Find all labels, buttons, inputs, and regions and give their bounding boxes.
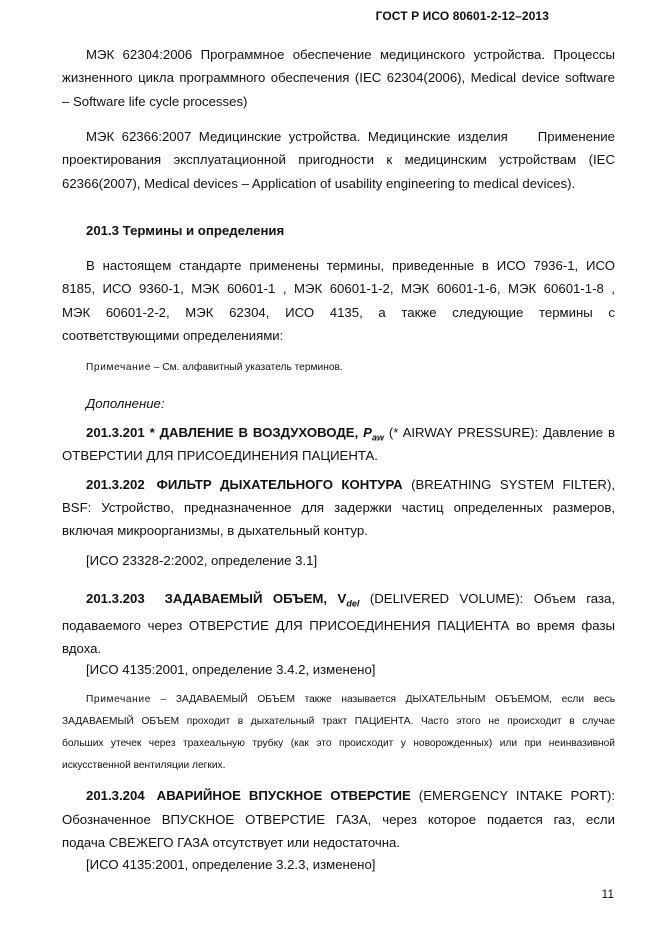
term-201-3-204-line2: Обозначенное ВПУСКНОЕ ОТВЕРСТИЕ ГАЗА, через которое подается газ, если xyxy=(62,812,615,827)
page-number: 11 xyxy=(601,887,614,901)
term-symbol-subscript: del xyxy=(346,598,360,609)
term-number: 201.3.202 xyxy=(86,477,145,492)
term-201-3-202-line2: BSF: Устройство, предназначенное для задержки частиц определенных размеров, xyxy=(62,500,615,515)
term-title: АВАРИЙНОЕ ВПУСКНОЕ ОТВЕРСТИЕ xyxy=(156,788,411,803)
section-intro-line1: В настоящем стандарте применены термины, приведенные в ИСО 7936-1, ИСО xyxy=(86,258,615,273)
reference-iec-62366-line2: проектирования эксплуатационной пригодности к медицинским устройствам (IEC xyxy=(62,152,615,167)
section-intro-line2: 8185, ИСО 9360-1, МЭК 60601-1 , МЭК 60601-1-2, МЭК 60601-1-6, МЭК 60601-1-8 , xyxy=(62,281,615,296)
term-201-3-203-line2: подаваемого через ОТВЕРСТИЕ ДЛЯ ПРИСОЕДИНЕНИЯ ПАЦИЕНТА во время фазы xyxy=(62,618,615,633)
addition-label: Дополнение: xyxy=(86,396,165,411)
reference-iec-62304-line2: жизненного цикла программного обеспечения (IEC 62304(2006), Medical device software xyxy=(62,70,615,85)
term-title: * ДАВЛЕНИЕ В ВОЗДУХОВОДЕ, xyxy=(144,425,364,440)
term-symbol-subscript: aw xyxy=(371,432,384,443)
note-delivered-volume-line3: больших утечек через трахеальную трубку (как это происходит у новорожденных) или при неинвазивной xyxy=(62,738,615,749)
section-intro-line3: МЭК 60601-2-2, МЭК 62304, ИСО 4135, а также следующие термины с xyxy=(62,305,615,320)
note-delivered-volume-line4: искусственной вентиляции легких. xyxy=(62,760,226,771)
note-delivered-volume-line2: ЗАДАВАЕМЫЙ ОБЪЕМ проходит в дыхательный тракт ПАЦИЕНТА. Часто этого не происходит в случае xyxy=(62,716,615,727)
term-201-3-201: 201.3.201 * ДАВЛЕНИЕ В ВОЗДУХОВОДЕ, $P_{aw}$ (* AIRWAY PRESSURE): Давление в xyxy=(86,425,615,443)
term-201-3-201-line2: ОТВЕРСТИИ ДЛЯ ПРИСОЕДИНЕНИЯ ПАЦИЕНТА. xyxy=(62,448,378,463)
document-header: ГОСТ Р ИСО 80601-2-12–2013 xyxy=(375,9,549,23)
note-terms-index: Примечание – См. алфавитный указатель терминов. xyxy=(86,362,343,373)
term-201-3-202: 201.3.202 ФИЛЬТР ДЫХАТЕЛЬНОГО КОНТУРА (BREATHING SYSTEM FILTER), xyxy=(86,477,616,492)
note-label: Примечание xyxy=(86,362,151,373)
term-201-3-203: 201.3.203 ЗАДАВАЕМЫЙ ОБЪЕМ, $V_{del}$ (DELIVERED VOLUME): Объем газа, xyxy=(86,591,615,609)
term-201-3-202-line3: включая микроорганизмы, в дыхательный контур. xyxy=(62,523,368,538)
term-201-3-203-line3: вдоха. xyxy=(62,641,102,656)
term-201-3-204-reference: [ИСО 4135:2001, определение 3.2.3, изменено] xyxy=(86,857,376,872)
term-201-3-204: 201.3.204 АВАРИЙНОЕ ВПУСКНОЕ ОТВЕРСТИЕ (EMERGENCY INTAKE PORT): xyxy=(86,788,615,803)
term-number: 201.3.201 xyxy=(86,425,145,440)
term-title: ФИЛЬТР ДЫХАТЕЛЬНОГО КОНТУРА xyxy=(156,477,403,492)
reference-iec-62366: МЭК 62366:2007 Медицинские устройства. Медицинские изделия Применение xyxy=(86,129,615,144)
section-intro-line4: соответствующими определениями: xyxy=(62,328,284,343)
term-201-3-204-line3: подача СВЕЖЕГО ГАЗА отсутствует или недостаточна. xyxy=(62,835,401,850)
reference-iec-62304: МЭК 62304:2006 Программное обеспечение медицинского устройства. Процессы xyxy=(86,47,615,62)
term-201-3-202-reference: [ИСО 23328-2:2002, определение 3.1] xyxy=(86,553,318,568)
term-symbol: P xyxy=(363,425,372,440)
section-heading: 201.3 Термины и определения xyxy=(86,223,285,238)
reference-iec-62366-line3: 62366(2007), Medical devices – Application of usability engineering to medical devices). xyxy=(62,176,576,191)
note-delivered-volume: Примечание – ЗАДАВАЕМЫЙ ОБЪЕМ также называется ДЫХАТЕЛЬНЫМ ОБЪЕМОМ, если весь xyxy=(86,694,615,705)
note-label: Примечание xyxy=(86,694,151,705)
reference-iec-62304-line3: – Software life cycle processes) xyxy=(62,94,248,109)
term-title: ЗАДАВАЕМЫЙ ОБЪЕМ, V xyxy=(164,591,347,606)
term-number: 201.3.203 xyxy=(86,591,145,606)
term-201-3-203-reference: [ИСО 4135:2001, определение 3.4.2, изменено] xyxy=(86,662,376,677)
term-number: 201.3.204 xyxy=(86,788,145,803)
